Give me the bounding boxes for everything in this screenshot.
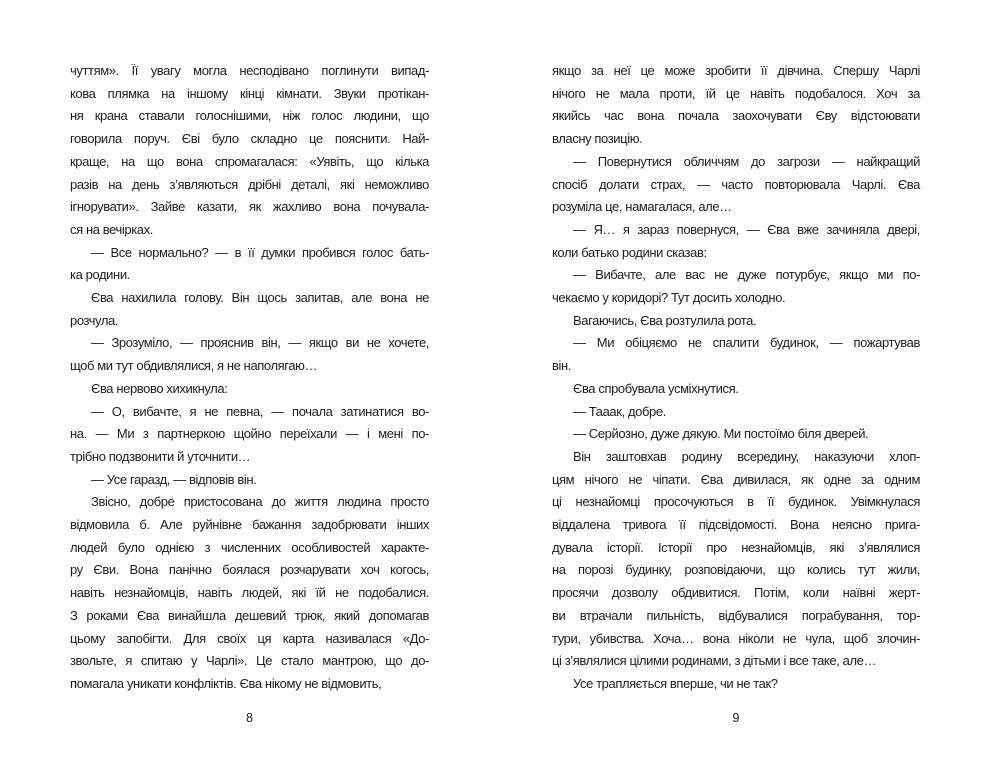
text-line: ня крана ставали голоснішими, ніж голос людини, що bbox=[70, 108, 429, 124]
text-line: якийсь час вона почала заохочувати Єву відстоювати bbox=[552, 108, 920, 124]
text-line: коли батько родини сказав: bbox=[552, 244, 707, 260]
text-line: разів на день з’являються дрібні деталі, які неможливо bbox=[70, 176, 429, 192]
paragraph bbox=[70, 401, 429, 469]
text-line: говорила поруч. Єві було складно це пояснити. Най- bbox=[70, 131, 429, 147]
text-line: людей було однією з численних особливостей характе- bbox=[70, 539, 429, 555]
paragraph bbox=[552, 151, 920, 219]
text-line: — О, вибачте, я не певна, — почала затинатися во- bbox=[91, 403, 429, 419]
text-line: — Вибачте, але вас не дуже потурбує, якщо ми по- bbox=[573, 267, 920, 283]
text-line: щоб ми тут обдивлялися, я не наполягаю… bbox=[70, 358, 318, 374]
text-line: власну позицію. bbox=[552, 131, 643, 147]
text-line: ка родини. bbox=[70, 267, 130, 283]
text-line: на. — Ми з партнеркою щойно переїхали — і мені по- bbox=[70, 426, 429, 442]
text-line: помагала уникати конфліктів. Єва нікому не відмовить, bbox=[70, 675, 382, 691]
page-right-text bbox=[552, 60, 920, 696]
text-line: він. bbox=[552, 358, 571, 374]
paragraph bbox=[70, 491, 429, 695]
text-line: — Я… я зараз повернуся, — Єва вже зачиняла двері, bbox=[573, 221, 920, 237]
text-line: чекаємо у коридорі? Тут досить холодно. bbox=[552, 290, 786, 306]
text-line: якщо за неї це може зробити її дівчина. Спершу Чарлі bbox=[552, 63, 920, 78]
text-line: Він заштовхав родину всередину, наказуючи хлоп- bbox=[573, 448, 920, 464]
text-line: нічого не мала проти, їй це навіть подобалося. Хоч за bbox=[552, 85, 920, 101]
text-line: — Усе гаразд, — відповів він. bbox=[91, 471, 257, 487]
text-line: ся на вечірках. bbox=[70, 221, 153, 237]
paragraph bbox=[70, 287, 429, 332]
paragraph bbox=[552, 264, 920, 309]
paragraph bbox=[70, 378, 429, 401]
text-line: З роками Єва винайшла дешевий трюк, який допомагав bbox=[70, 607, 429, 623]
text-line: ці незнайомці просочуються в її будинок. Увімкнулася bbox=[552, 494, 920, 510]
text-line: ці з’являлися цілими родинами, з дітьми і все таке, але… bbox=[552, 653, 877, 669]
paragraph bbox=[552, 446, 920, 673]
text-line: Єва спробувала усміхнутися. bbox=[573, 380, 739, 396]
text-line: ру Єви. Вона панічно боялася розчарувати хоч когось, bbox=[70, 562, 429, 578]
text-line: звольте, я спитаю у Чарлі». Це стало мантрою, що до- bbox=[70, 653, 429, 669]
text-line: на порозі будинку, розповідаючи, що колись тут жили, bbox=[552, 562, 920, 578]
text-line: відмовила б. Але руйнівне бажання задобрювати інших bbox=[70, 517, 429, 533]
paragraph bbox=[552, 60, 920, 151]
text-line: — Ми обіцяємо не спалити будинок, — пожартував bbox=[573, 335, 920, 351]
page-left-text bbox=[70, 60, 429, 696]
text-line: — Серйозно, дуже дякую. Ми постоїмо біля дверей. bbox=[573, 426, 869, 442]
text-line: тури, убивства. Хоча… вона ніколи не чула, щоб злочин- bbox=[552, 630, 920, 646]
text-line: — Все нормально? — в її думки пробився голос бать- bbox=[91, 244, 429, 260]
text-line: цям нічого не чіпати. Єва дивилася, як одне за одним bbox=[552, 471, 920, 487]
text-line: Єва нервово хихикнула: bbox=[91, 380, 228, 396]
text-line: Звісно, добре пристосована до життя людина просто bbox=[91, 494, 429, 510]
paragraph bbox=[70, 469, 429, 492]
text-line: Усе трапляється вперше, чи не так? bbox=[573, 675, 778, 691]
page-number-right: 9 bbox=[732, 711, 740, 725]
text-line: Єва нахилила голову. Він щось запитав, але вона не bbox=[91, 290, 429, 306]
text-line: ігнорувати». Зайве казати, як жахливо вона почувала- bbox=[70, 199, 429, 215]
page-number-left: 8 bbox=[246, 711, 253, 725]
text-line: просячи дозволу обдивитися. Потім, коли наївні жерт- bbox=[552, 585, 920, 601]
text-line: кова плямка на іншому кінці кімнати. Звуки протікан- bbox=[70, 85, 429, 101]
text-line: спосіб долати страх, — часто повторювала Чарлі. Єва bbox=[552, 176, 920, 192]
paragraph bbox=[552, 423, 920, 446]
paragraph bbox=[552, 401, 920, 424]
paragraph bbox=[552, 378, 920, 401]
text-line: розуміла це, намагалася, але… bbox=[552, 199, 732, 215]
paragraph bbox=[552, 310, 920, 333]
text-line: — Тааак, добре. bbox=[573, 403, 666, 419]
paragraph bbox=[70, 242, 429, 287]
text-line: віддалена тривога її підсвідомості. Вона неясно прига- bbox=[552, 517, 920, 533]
paragraph bbox=[552, 332, 920, 377]
paragraph bbox=[70, 332, 429, 377]
text-line: — Повернутися обличчям до загрози — найкращий bbox=[573, 153, 920, 169]
paragraph bbox=[552, 673, 920, 696]
text-line: навіть незнайомців, навіть людей, які їй не подобалися. bbox=[70, 585, 429, 601]
text-line: ви втрачали пильність, відбувалися пограбування, тор- bbox=[552, 607, 920, 623]
text-line: дувала історії. Історії про незнайомців, які з’являлися bbox=[552, 539, 920, 555]
text-line: розчула. bbox=[70, 312, 119, 328]
paragraph bbox=[70, 60, 429, 242]
text-line: — Зрозуміло, — прояснив він, — якщо ви не хочете, bbox=[91, 335, 429, 351]
text-line: чуттям». Її увагу могла несподівано поглинути випад- bbox=[70, 63, 429, 78]
paragraph bbox=[552, 219, 920, 264]
text-line: краще, на що вона спромагалася: «Уявіть, що кілька bbox=[70, 153, 429, 169]
text-line: цьому запобігти. Для своїх ця карта називалася «До- bbox=[70, 630, 429, 646]
text-line: Вагаючись, Єва розтулила рота. bbox=[573, 312, 757, 328]
text-line: трібно подзвонити й уточнити… bbox=[70, 448, 251, 464]
